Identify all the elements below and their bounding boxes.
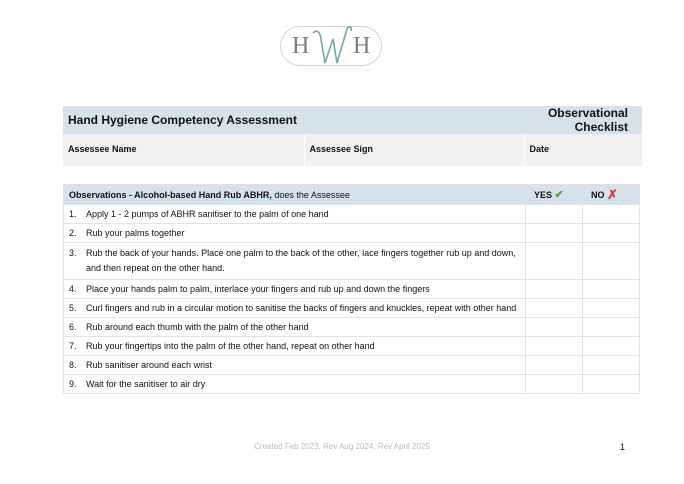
item-number: 7. bbox=[69, 340, 77, 351]
checklist-row-5 bbox=[64, 299, 640, 318]
logo-w-script-icon bbox=[311, 23, 353, 71]
checklist-row-1 bbox=[64, 205, 640, 224]
no-cell[interactable] bbox=[583, 224, 640, 243]
yes-cell[interactable] bbox=[526, 375, 583, 394]
assessee-sign-field[interactable]: Assessee Sign bbox=[304, 134, 524, 166]
checklist-item-text bbox=[64, 318, 526, 337]
item-number: 4. bbox=[69, 283, 77, 294]
assessee-name-field[interactable]: Assessee Name bbox=[63, 134, 304, 166]
no-cell[interactable] bbox=[583, 337, 640, 356]
item-text: Rub around each thumb with the palm of the other hand bbox=[86, 321, 309, 332]
observations-checklist bbox=[63, 184, 640, 394]
checklist-heading-rest: does the Assessee bbox=[274, 189, 350, 200]
item-number: 9. bbox=[69, 378, 77, 389]
checklist-item-text bbox=[64, 243, 526, 280]
item-number: 8. bbox=[69, 359, 77, 370]
item-text: Wait for the sanitiser to air dry bbox=[86, 378, 206, 389]
checklist-item-text bbox=[64, 224, 526, 243]
item-number: 6. bbox=[69, 321, 77, 332]
yes-label: YES bbox=[534, 190, 553, 200]
no-cell[interactable] bbox=[583, 318, 640, 337]
item-number: 5. bbox=[69, 302, 77, 313]
yes-cell[interactable] bbox=[526, 337, 583, 356]
item-text: Rub the back of your hands. Place one palm to the back of the other, lace fingers together rub up and down, and then repeat on the other hand. bbox=[86, 248, 516, 273]
no-cell[interactable] bbox=[583, 375, 640, 394]
item-text: Apply 1 - 2 pumps of ABHR sanitiser to the palm of one hand bbox=[86, 208, 329, 219]
checklist-row-6 bbox=[64, 318, 640, 337]
checklist-item-text bbox=[64, 375, 526, 394]
checklist-item-text bbox=[64, 356, 526, 375]
no-cell[interactable] bbox=[583, 243, 640, 280]
checklist-row-8 bbox=[64, 356, 640, 375]
yes-cell[interactable] bbox=[526, 224, 583, 243]
yes-cell[interactable] bbox=[526, 205, 583, 224]
no-cell[interactable] bbox=[583, 205, 640, 224]
checklist-row-3 bbox=[64, 243, 640, 280]
date-field[interactable]: Date bbox=[524, 134, 642, 166]
checklist-row-4 bbox=[64, 280, 640, 299]
checklist-row-9 bbox=[64, 375, 640, 394]
checklist-heading-bold: Observations - Alcohol-based Hand Rub ABHR, bbox=[69, 189, 272, 200]
checkmark-icon: ✔ bbox=[554, 189, 564, 201]
cross-icon: ✗ bbox=[607, 186, 618, 202]
no-cell[interactable] bbox=[583, 299, 640, 318]
checklist-item-text bbox=[64, 205, 526, 224]
item-number: 3. bbox=[69, 248, 77, 258]
checklist-row-2 bbox=[64, 224, 640, 243]
yes-cell[interactable] bbox=[526, 318, 583, 337]
item-number: 2. bbox=[69, 227, 77, 238]
item-number: 1. bbox=[69, 208, 77, 219]
yes-cell[interactable] bbox=[526, 280, 583, 299]
yes-cell[interactable] bbox=[526, 299, 583, 318]
yes-cell[interactable] bbox=[526, 243, 583, 280]
yes-column-header bbox=[526, 185, 583, 205]
page-title: Hand Hygiene Competency Assessment bbox=[63, 106, 524, 134]
yes-cell[interactable] bbox=[526, 356, 583, 375]
page-subtitle: Observational Checklist bbox=[524, 106, 642, 134]
no-cell[interactable] bbox=[583, 280, 640, 299]
checklist-header-row bbox=[64, 185, 640, 205]
item-text: Curl fingers and rub in a circular motion to sanitise the backs of fingers and knuckles, repeat with other hand bbox=[86, 302, 517, 313]
hwh-logo bbox=[280, 26, 382, 66]
logo-letter-right: H bbox=[353, 33, 371, 59]
checklist-item-text bbox=[64, 299, 526, 318]
checklist-item-text bbox=[64, 280, 526, 299]
item-text: Rub sanitiser around each wrist bbox=[86, 359, 213, 370]
page-number: 1 bbox=[620, 442, 626, 452]
checklist-item-text bbox=[64, 337, 526, 356]
checklist-heading bbox=[64, 185, 526, 205]
item-text: Place your hands palm to palm, interlace your fingers and rub up and down the fingers bbox=[86, 283, 430, 294]
assessment-header bbox=[63, 106, 642, 166]
no-column-header bbox=[583, 185, 640, 205]
revision-footer: Created Feb 2023, Rev Aug 2024, Rev April 2025 bbox=[254, 442, 430, 451]
no-cell[interactable] bbox=[583, 356, 640, 375]
logo-letter-left: H bbox=[292, 33, 310, 59]
item-text: Rub your palms together bbox=[86, 227, 185, 238]
item-text: Rub your fingertips into the palm of the other hand, repeat on other hand bbox=[86, 340, 375, 351]
checklist-row-7 bbox=[64, 337, 640, 356]
no-label: NO bbox=[591, 189, 605, 200]
